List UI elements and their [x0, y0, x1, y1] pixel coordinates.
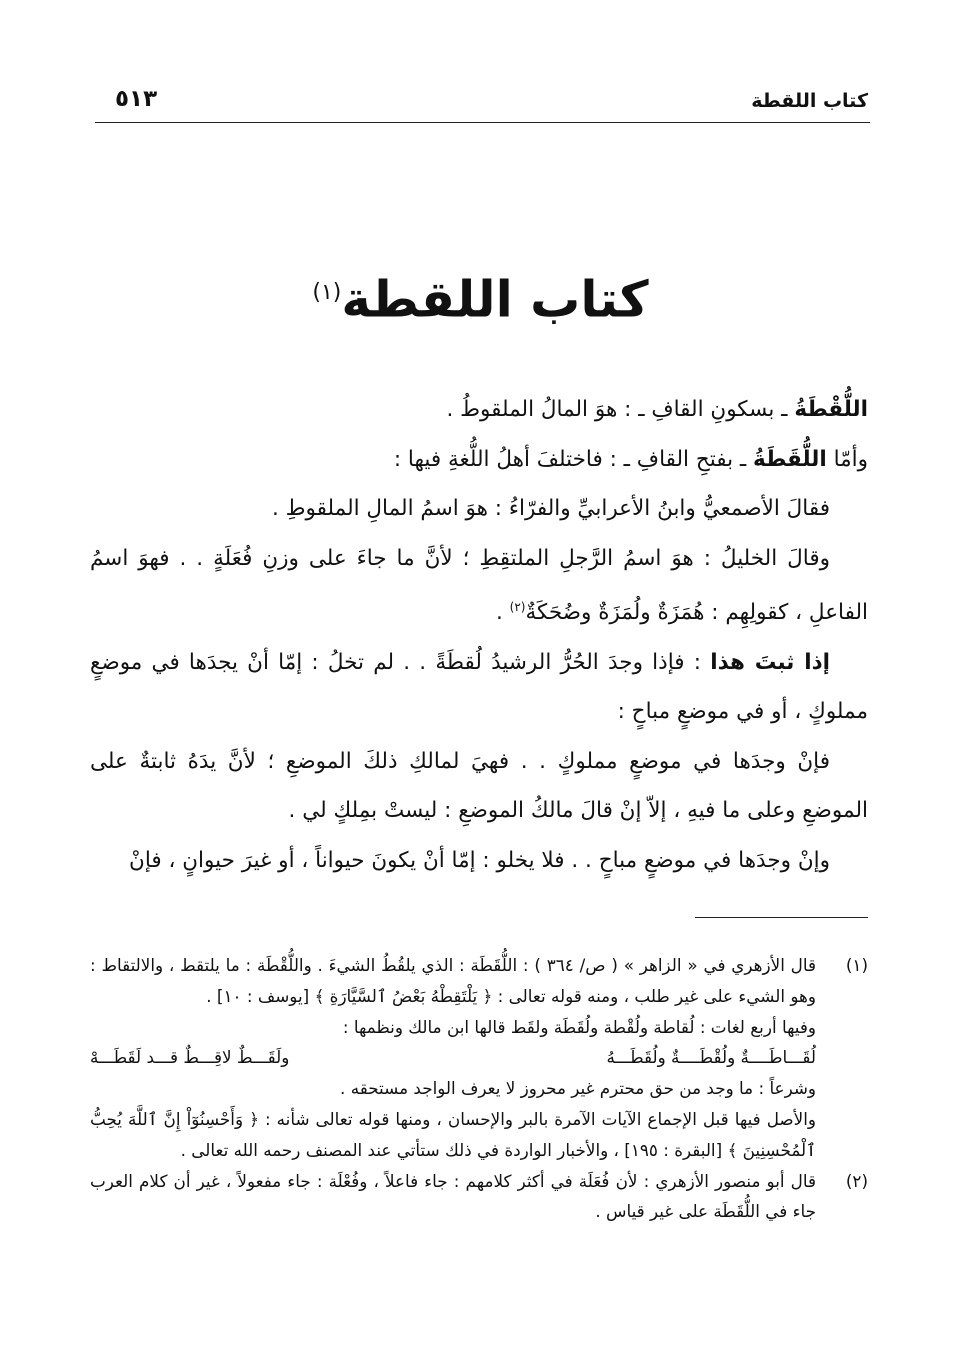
footnote-1: [90, 950, 868, 1166]
verse-hemistich-2: ولَقَـــطٌ لاقِـــطٌ قـــد لَقَطَـــهْ: [90, 1047, 290, 1068]
main-text: [90, 385, 868, 885]
paragraph-4: [90, 534, 868, 638]
paragraph-7: وإنْ وجدَها في موضعٍ مباحٍ . . فلا يخلو : إمّا أنْ يكونَ حيواناً ، أو غيرَ حيوانٍ ، فإنْ: [129, 847, 830, 873]
paragraph-text: ـ بفتحِ القافِ ـ : فاختلفَ أهلُ اللُّغةِ فيها :: [393, 446, 754, 472]
chapter-title: [0, 258, 961, 335]
footnote-ref-1[interactable]: (١): [312, 280, 342, 305]
lead-phrase: إذا ثبتَ هذا: [710, 649, 830, 675]
paragraph-2: [90, 435, 868, 485]
paragraph-text: وقالَ الخليلُ : هوَ اسمُ الرَّجلِ الملتقِطِ ؛ لأنَّ ما جاءَ على وزنِ فُعَلَةٍ . . فهوَ اسمُ الفاعلِ ، كقولِهِم : هُمَزَةٌ ولُمَزَةٌ وضُحَكَةٌ: [90, 545, 868, 626]
paragraph-3: فقالَ الأصمعيُّ وابنُ الأعرابيِّ والفرّاءُ : هوَ اسمُ المالِ الملقوطِ .: [271, 496, 830, 521]
paragraph-1: [90, 385, 868, 435]
paragraph-5: [90, 638, 868, 737]
footnote-separator: [695, 917, 868, 918]
chapter-title-text: كتاب اللقطة: [341, 270, 649, 329]
paragraph-end: .: [495, 600, 510, 626]
verse-hemistich-1: لُقَـــاطَــــةٌ ولُقْطَــــةٌ ولُقَطَـــهُ: [606, 1047, 816, 1068]
paragraph-text: ـ بسكونِ القافِ ـ : هوَ المالُ الملقوطُ .: [446, 397, 795, 422]
footnote-2: [90, 1166, 868, 1228]
running-title: كتاب اللقطة: [751, 90, 868, 112]
footnote-number: (١): [845, 955, 868, 975]
paragraph-text: : فإذا وجدَ الحُرُّ الرشيدُ لُقطَةً . . لم تخلُ : إمّا أنْ يجدَها في موضعٍ مملوكٍ ، أو في موضعٍ مباحٍ :: [90, 649, 868, 725]
footnote-line: والأصل فيها قبل الإجماع الآيات الآمرة بالبر والإحسان ، ومنها قوله تعالى شأنه : ﴿ وَأَحْسِنُوٓاْ إِنَّ ٱللَّهَ يُحِبُّ ٱلْمُحْسِنِينَ ﴾ [البقرة : ١٩٥] ، والأخبار الواردة في ذلك ستأتي عند المصنف رحمه الله تعالى .: [90, 1108, 816, 1160]
footnote-line: قال الأزهري في « الزاهر » ( ص/ ٣٦٤ ) : اللُّقَطَة : الذي يلقُطُ الشيءَ . واللُّقْطَة : ما يلتقط ، والالتقاط : وهو الشيء على غير طلب ، ومنه قوله تعالى : ﴿ يَلْتَقِطْهُ بَعْضُ ٱلسَّيَّارَةِ ﴾ [يوسف : ١٠] .: [90, 955, 816, 1006]
paragraph-6: فإنْ وجدَها في موضعٍ مملوكٍ . . فهيَ لمالكِ ذلكَ الموضعِ ؛ لأنَّ يدَهُ ثابتةٌ على الموضعِ وعلى ما فيهِ ، إلاّ إنْ قالَ مالكُ الموضعِ : ليستْ بمِلكٍ لي .: [90, 748, 868, 824]
page-number: ٥١٣: [115, 86, 158, 112]
footnote-number: (٢): [845, 1170, 868, 1191]
lead-word: اللُّقَطَةُ: [753, 446, 827, 472]
lead-word: اللُّقْطَةُ: [794, 397, 868, 422]
footnote-line: قال أبو منصور الأزهري : لأن فُعَلَة في أكثر كلامهم : جاء فاعلاً ، وفُعْلَة : جاء مفعولاً ، غير أن كلام العرب جاء في اللُّقَطَة على غير قياس .: [90, 1170, 816, 1222]
verse-line: [90, 1042, 816, 1073]
page-header: [95, 78, 870, 123]
paragraph-text: وأمّا: [826, 446, 868, 472]
footnote-line: وشرعاً : ما وجد من حق محترم غير محروز لا يعرف الواجد مستحقه .: [340, 1078, 816, 1099]
footnotes: [90, 950, 868, 1227]
footnote-ref-2[interactable]: (٢): [509, 600, 526, 614]
footnote-line: وفيها أربع لغات : لُقاطة ولُقْطة ولُقَطَة ولقَط قالها ابن مالك ونظمها :: [342, 1016, 816, 1037]
